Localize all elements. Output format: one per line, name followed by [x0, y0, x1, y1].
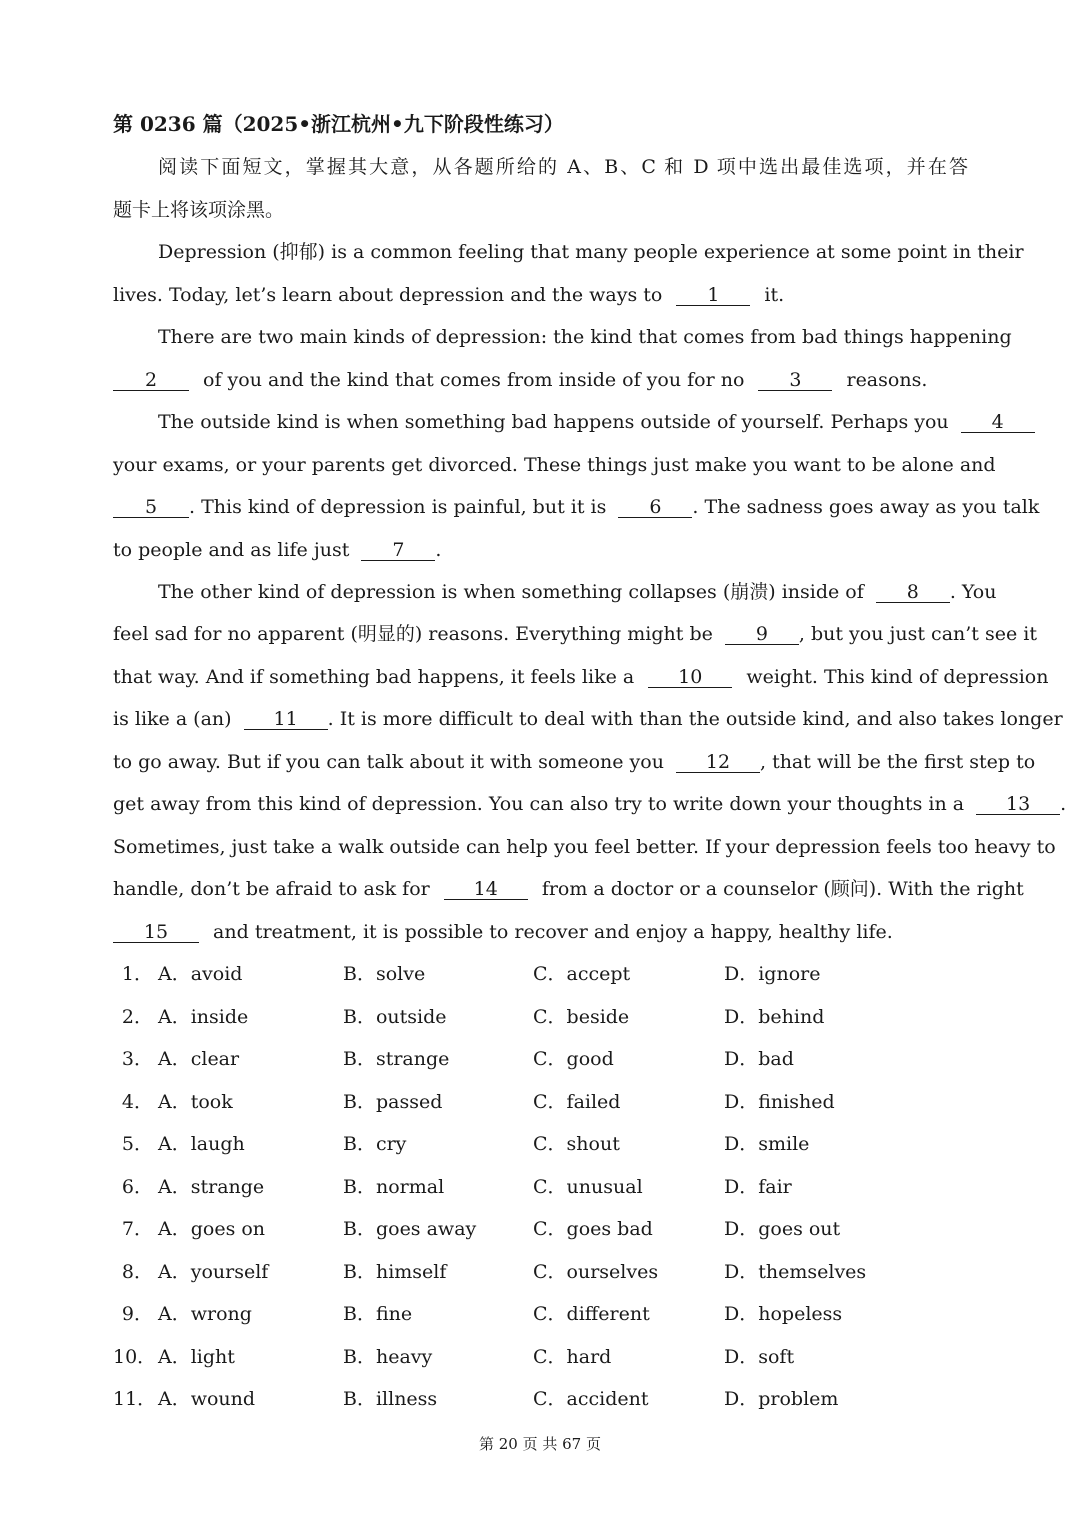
- option-d: D．behind: [724, 1006, 825, 1028]
- passage-line: [113, 538, 968, 562]
- blank-11: 11: [244, 709, 328, 730]
- passage-line: Sometimes, just take a walk outside can help you feel better. If your depression feels too heavy to: [113, 836, 1056, 858]
- passage-text: reasons.: [846, 369, 928, 391]
- option-b: B．fine: [343, 1303, 413, 1325]
- option-a: A．wound: [158, 1388, 256, 1410]
- passage-text: . It is more difficult to deal with than the outside kind, and also takes longer: [327, 708, 1063, 730]
- option-a: A．wrong: [158, 1303, 252, 1325]
- option-b: B．strange: [343, 1048, 450, 1070]
- passage-line: [113, 368, 968, 392]
- page-footer: 第 20 页 共 67 页: [478, 1435, 601, 1453]
- passage-line: [113, 665, 1049, 689]
- option-b: B．solve: [343, 963, 426, 985]
- option-d: D．problem: [724, 1388, 839, 1410]
- question-number: 1．: [121, 963, 153, 985]
- option-a: A．inside: [158, 1006, 249, 1028]
- blank-2: 2: [113, 370, 189, 391]
- question-option-row: [113, 1260, 973, 1284]
- option-a: A．yourself: [158, 1261, 269, 1283]
- question-number: 10．: [113, 1346, 157, 1368]
- question-option-row: [113, 1005, 973, 1029]
- passage-text: to go away. But if you can talk about it with someone you: [113, 751, 664, 773]
- option-d: D．soft: [724, 1346, 795, 1368]
- passage-text: .: [435, 539, 442, 561]
- option-a: A．avoid: [158, 963, 243, 985]
- passage-line: [158, 580, 997, 604]
- instructions-line-1: 阅读下面短文，掌握其大意，从各题所给的 A、B、C 和 D 项中选出最佳选项，并在答: [158, 156, 968, 178]
- passage-text: .: [1060, 793, 1067, 815]
- option-b: B．himself: [343, 1261, 447, 1283]
- passage-line: [113, 877, 1024, 901]
- option-a: A．clear: [158, 1048, 240, 1070]
- passage-text: that way. And if something bad happens, it feels like a: [113, 666, 635, 688]
- option-a: A．strange: [158, 1176, 265, 1198]
- passage-text: lives. Today, let’s learn about depression and the ways to: [113, 284, 663, 306]
- passage-line: There are two main kinds of depression: the kind that comes from bad things happening: [158, 326, 1012, 348]
- option-a: A．light: [158, 1346, 235, 1368]
- option-b: B．cry: [343, 1133, 407, 1155]
- question-number: 6．: [121, 1176, 153, 1198]
- option-d: D．ignore: [724, 963, 821, 985]
- blank-7: 7: [361, 540, 435, 561]
- passage-line: [113, 622, 1037, 646]
- option-b: B．outside: [343, 1006, 447, 1028]
- passage-text: from a doctor or a counselor (顾问). With the right: [541, 878, 1024, 900]
- passage-text: . This kind of depression is painful, but it is: [189, 496, 607, 518]
- option-c: C．goes bad: [533, 1218, 653, 1240]
- option-c: C．shout: [533, 1133, 620, 1155]
- question-option-row: [113, 1047, 973, 1071]
- question-option-row: [113, 1132, 973, 1156]
- passage-text: The other kind of depression is when something collapses (崩溃) inside of: [158, 581, 864, 603]
- blank-9: 9: [725, 624, 799, 645]
- passage-text: of you and the kind that comes from inside of you for no: [203, 369, 745, 391]
- question-number: 11．: [113, 1388, 157, 1410]
- question-number: 9．: [121, 1303, 153, 1325]
- option-b: B．passed: [343, 1091, 443, 1113]
- question-number: 2．: [121, 1006, 153, 1028]
- question-number: 3．: [121, 1048, 153, 1070]
- passage-text: it.: [764, 284, 785, 306]
- option-a: A．laugh: [158, 1133, 245, 1155]
- option-d: D．fair: [724, 1176, 792, 1198]
- option-d: D．bad: [724, 1048, 794, 1070]
- question-option-row: [113, 1387, 973, 1411]
- passage-line: Depression (抑郁) is a common feeling that many people experience at some point in their: [158, 241, 1024, 263]
- passage-text: , but you just can’t see it: [798, 623, 1037, 645]
- passage-line: [158, 410, 1004, 434]
- instructions-line-2: 题卡上将该项涂黑。: [113, 199, 285, 221]
- question-number: 4．: [121, 1091, 153, 1113]
- option-d: D．themselves: [724, 1261, 867, 1283]
- passage-text: get away from this kind of depression. You can also try to write down your thoughts in a: [113, 793, 965, 815]
- blank-13: 13: [976, 794, 1060, 815]
- option-c: C．hard: [533, 1346, 612, 1368]
- passage-text: . The sadness goes away as you talk: [692, 496, 1040, 518]
- option-c: C．failed: [533, 1091, 621, 1113]
- option-b: B．goes away: [343, 1218, 477, 1240]
- option-b: B．heavy: [343, 1346, 433, 1368]
- option-d: D．smile: [724, 1133, 810, 1155]
- option-c: C．different: [533, 1303, 650, 1325]
- question-option-row: [113, 962, 973, 986]
- option-d: D．hopeless: [724, 1303, 843, 1325]
- blank-3: 3: [758, 370, 832, 391]
- blank-4: 4: [961, 412, 1035, 433]
- passage-text: weight. This kind of depression: [746, 666, 1049, 688]
- passage-text: to people and as life just: [113, 539, 350, 561]
- option-a: A．took: [158, 1091, 233, 1113]
- question-option-row: [113, 1302, 973, 1326]
- passage-text: and treatment, it is possible to recover and enjoy a happy, healthy life.: [213, 921, 893, 943]
- option-c: C．unusual: [533, 1176, 643, 1198]
- passage-text: . You: [949, 581, 997, 603]
- question-option-row: [113, 1345, 973, 1369]
- blank-12: 12: [676, 752, 760, 773]
- passage-text: is like a (an): [113, 708, 232, 730]
- question-option-row: [113, 1217, 973, 1241]
- question-number: 5．: [121, 1133, 153, 1155]
- passage-text: handle, don’t be afraid to ask for: [113, 878, 430, 900]
- blank-8: 8: [876, 582, 950, 603]
- passage-text: feel sad for no apparent (明显的) reasons. Everything might be: [113, 623, 713, 645]
- blank-14: 14: [444, 879, 528, 900]
- blank-1: 1: [676, 285, 750, 306]
- passage-text: , that will be the first step to: [759, 751, 1036, 773]
- option-c: C．ourselves: [533, 1261, 659, 1283]
- question-number: 7．: [121, 1218, 153, 1240]
- passage-text: The outside kind is when something bad happens outside of yourself. Perhaps you: [158, 411, 949, 433]
- option-c: C．beside: [533, 1006, 630, 1028]
- option-d: D．goes out: [724, 1218, 841, 1240]
- passage-line: your exams, or your parents get divorced. These things just make you want to be alone and: [113, 454, 996, 476]
- blank-5: 5: [113, 497, 189, 518]
- page-title: 第 0236 篇（2025•浙江杭州•九下阶段性练习）: [113, 112, 564, 136]
- passage-line: [113, 920, 968, 944]
- option-c: C．accept: [533, 963, 631, 985]
- passage-line: [113, 750, 1036, 774]
- passage-line: [113, 792, 1067, 816]
- question-number: 8．: [121, 1261, 153, 1283]
- option-a: A．goes on: [158, 1218, 266, 1240]
- option-b: B．illness: [343, 1388, 438, 1410]
- blank-10: 10: [648, 667, 732, 688]
- passage-line: [113, 283, 968, 307]
- blank-15: 15: [113, 922, 199, 943]
- question-option-row: [113, 1175, 973, 1199]
- question-option-row: [113, 1090, 973, 1114]
- option-b: B．normal: [343, 1176, 445, 1198]
- passage-line: [113, 495, 1040, 519]
- option-c: C．good: [533, 1048, 614, 1070]
- blank-6: 6: [618, 497, 692, 518]
- passage-line: [113, 707, 1063, 731]
- option-c: C．accident: [533, 1388, 649, 1410]
- option-d: D．finished: [724, 1091, 835, 1113]
